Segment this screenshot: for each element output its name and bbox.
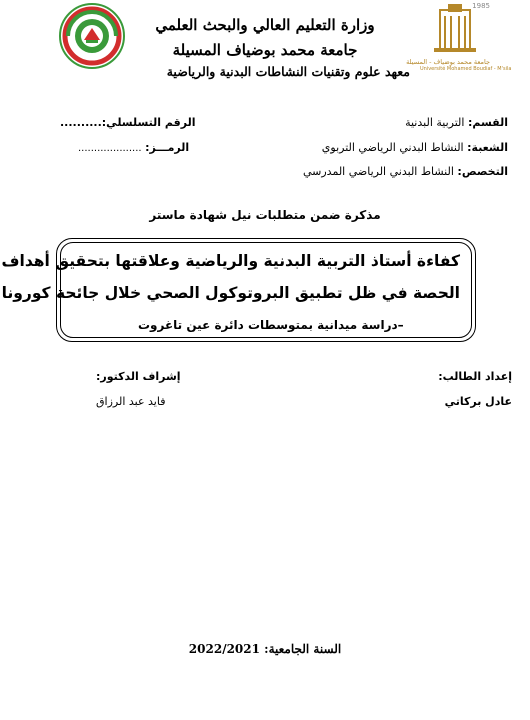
student-name-text: عادل بركاتي	[444, 395, 512, 408]
thesis-title-line2: الحصة في ظل تطبيق البروتوكول الصحي خلال جائحة كورونا	[1, 284, 460, 302]
specialty-label: التخصص:	[457, 165, 508, 178]
header	[135, 12, 395, 62]
logo-caption-ar: جامعة محمد بوضياف - المسيلة	[406, 58, 490, 66]
academic-year: السنة الجامعية: 2022/2021	[188, 642, 342, 656]
supervisor-name-text: فايد عبد الرزاق	[96, 395, 166, 408]
institute-logo	[58, 2, 126, 70]
supervisor-label-text: إشراف الدكتور:	[96, 370, 181, 383]
supervisor-name	[96, 395, 165, 408]
logo-year: 1985	[472, 2, 490, 10]
specialty-value: النشاط البدني الرياضي المدرسي	[302, 165, 454, 178]
department-line	[405, 116, 508, 129]
ministry-title: وزارة التعليم العالي والبحث العلمي	[155, 16, 375, 34]
serial-number	[60, 116, 195, 129]
student-name	[445, 395, 512, 408]
thesis-subtitle: –دراسة ميدانية بمتوسطات دائرة عين تاغروت	[138, 318, 404, 332]
serial-label: الرقم التسلسلي:..........	[60, 116, 196, 129]
memo-line: مذكرة ضمن متطلبات نيل شهادة ماستر	[149, 208, 381, 222]
thesis-title-line1: كفاءة أستاذ التربية البدنية والرياضية وعلاقتها بتحقيق أهداف	[1, 252, 460, 270]
code-label: الرمـــز:	[145, 141, 190, 154]
university-logo	[406, 2, 512, 74]
supervisor-label	[96, 370, 181, 383]
student-label	[438, 370, 512, 383]
university-title: جامعة محمد بوضياف المسيلة	[172, 41, 358, 59]
code-dots: ....................	[78, 143, 142, 154]
institute-title: معهد علوم وتقنيات النشاطات البدنية والرياضية	[166, 64, 410, 79]
specialty-line	[303, 165, 508, 178]
student-label-text: إعداد الطالب:	[438, 370, 512, 383]
department-label: القسم:	[467, 116, 508, 129]
branch-line	[322, 141, 508, 154]
branch-value: النشاط البدني الرياضي التربوي	[321, 141, 464, 154]
department-value: التربية البدنية	[405, 116, 465, 129]
code-line	[78, 141, 189, 154]
logo-caption-fr: Université Mohamed Boudiaf - M'sila	[420, 66, 512, 72]
branch-label: الشعبة:	[467, 141, 508, 154]
